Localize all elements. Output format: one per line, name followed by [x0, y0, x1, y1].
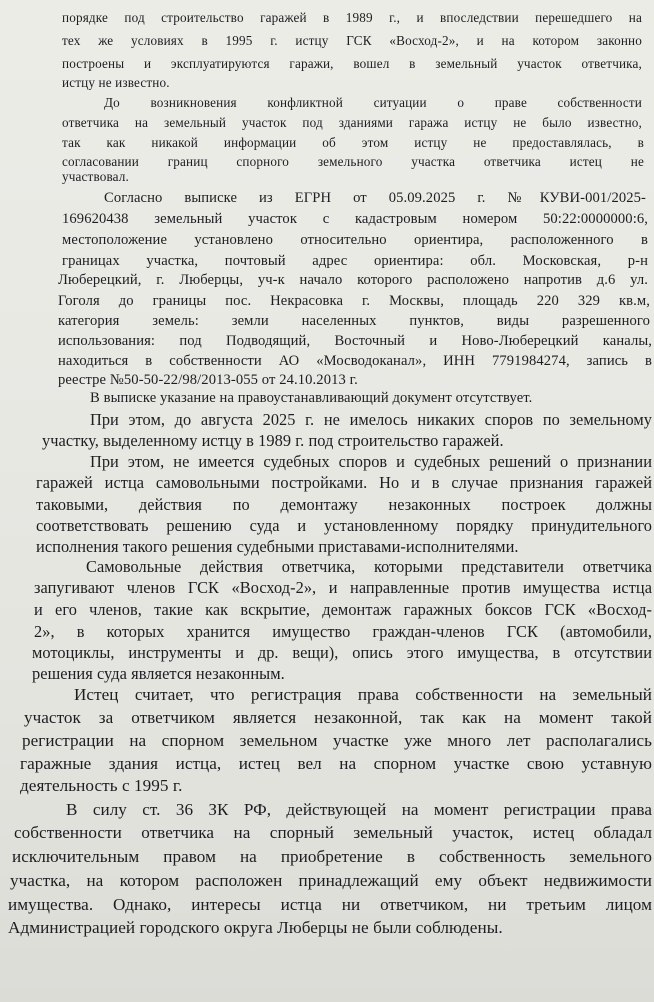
text-line: Согласно выписке из ЕГРН от 05.09.2025 г. №КУВИ-001/2025-	[104, 190, 646, 206]
text-line: соответствовать решению суда и установленному порядку принудительного	[36, 516, 653, 535]
text-line: местоположение установлено относительно ориентира, расположенного в	[62, 232, 648, 248]
text-line: исключительным правом на приобретение в собственность земельного	[12, 847, 653, 866]
text-line: реестре №50-50-22/98/2013-055 от 24.10.2013 г.	[58, 372, 358, 388]
text-line: решения суда является незаконным.	[32, 664, 285, 683]
text-line: участок за ответчиком является незаконной, так как на момент такой	[24, 708, 652, 727]
text-line: При этом, до августа 2025 г. не имелось никаких споров по земельному	[90, 410, 653, 429]
text-line: находиться в собственности АО «Мосводоканал», ИНН 7791984274, запись в	[58, 353, 652, 369]
text-line: Истец считает, что регистрация права собственности на земельный	[74, 685, 653, 704]
text-line: Самовольные действия ответчика, которыми представители ответчика	[86, 557, 653, 576]
text-line: так как никакой информации об этом истцу не предоставлялась, в	[62, 135, 644, 150]
text-line: Гоголя до границы пос. Некрасовка г. Москвы, площадь 220 329 кв.м,	[58, 293, 650, 309]
text-line: участка, на котором расположен принадлежащий ему объект недвижимости	[10, 871, 653, 890]
text-line: участку, выделенному истцу в 1989 г. под строительство гаражей.	[42, 431, 504, 450]
text-line: Люберецкий, г. Люберцы, уч-к начало которого расположено напротив д.6 ул.	[58, 272, 648, 288]
text-line: и его членов, такие как вскрытие, демонтаж гаражных боксов ГСК «Восход-	[34, 600, 653, 619]
text-line: собственности ответчика на спорный земельный участок, истец обладал	[14, 823, 653, 842]
text-line: построены и эксплуатируются гаражи, вошел в земельный участок ответчика,	[62, 56, 642, 71]
text-line: мотоциклы, инструменты и др. вещи), опись этого имущества, в отсутствии	[32, 643, 653, 662]
text-line: При этом, не имеется судебных споров и судебных решений о признании	[90, 452, 653, 471]
text-line: таковыми, действия по демонтажу незаконных построек должны	[36, 495, 653, 514]
text-line: Администрацией городского округа Люберцы не были соблюдены.	[8, 918, 503, 937]
text-line: границах участка, почтовый адрес ориентира: обл. Московская, р-н	[62, 253, 648, 269]
text-line: тех же условиях в 1995 г. истцу ГСК «Восход-2», и на котором законно	[62, 33, 642, 48]
text-line: регистрации на спорном земельном участке уже много лет располагались	[22, 731, 652, 750]
text-line: имущества. Однако, интересы истца ни ответчиком, ни третьим лицом	[8, 895, 652, 914]
text-line: ответчика на земельный участок под зданиями гаража истцу не было известно,	[62, 115, 642, 130]
text-line: 169620438 земельный участок с кадастровым номером 50:22:0000000:6,	[62, 211, 648, 227]
text-line: В выписке указание на правоустанавливающий документ отсутствует.	[90, 390, 533, 406]
text-line: запугивают членов ГСК «Восход-2», и направленные против имущества истца	[34, 578, 653, 597]
text-line: 2», в которых хранится имущество граждан-членов ГСК (автомобили,	[34, 622, 653, 641]
text-line: До возникновения конфликтной ситуации о праве собственности	[104, 95, 642, 110]
text-line: деятельность с 1995 г.	[20, 776, 183, 795]
text-line: исполнения такого решения судебными приставами-исполнителями.	[36, 537, 519, 556]
text-line: согласовании границ спорного земельного участка ответчика истец не	[62, 154, 644, 169]
text-line: участвовал.	[62, 169, 129, 184]
text-line: использования: под Подводящий, Восточный и Ново-Люберецкий каналы,	[58, 333, 652, 349]
text-line: гаражей истца самовольными постройками. Но и в случае признания гаражей	[36, 473, 653, 492]
text-line: порядке под строительство гаражей в 1989 г., и впоследствии перешедшего на	[62, 10, 642, 25]
text-line: категория земель: земли населенных пунктов, виды разрешенного	[58, 313, 650, 329]
text-line: истцу не известно.	[62, 75, 170, 90]
text-line: гаражные здания истца, истец вел на спорном участке свою уставную	[20, 754, 652, 773]
text-line: В силу ст. 36 ЗК РФ, действующей на момент регистрации права	[66, 800, 653, 819]
